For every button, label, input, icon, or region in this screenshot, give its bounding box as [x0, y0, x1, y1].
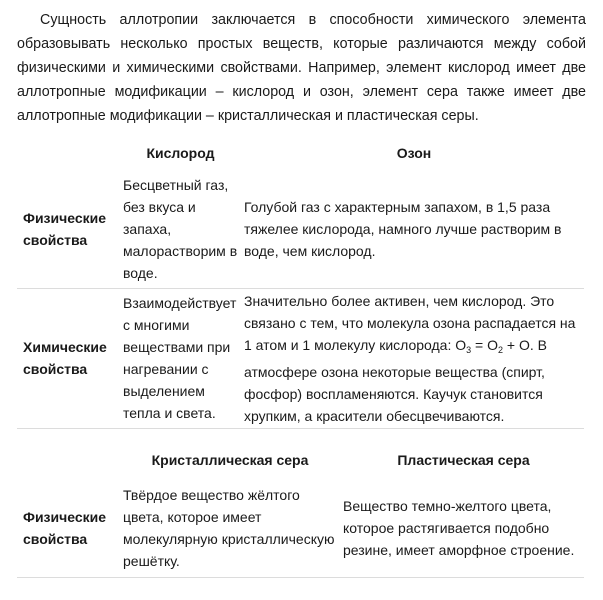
- intro-paragraph: Сущность аллотропии заключается в способности химического элемента образовывать несколько простых веществ, которые различаются между собой физическими и химическими свойствами. Например, элемент кислород имеет две аллотропные модификации – кислород и озон, элемент сера также имеет две аллотропные модификации – кристаллическая и пластическая серы.: [17, 12, 586, 124]
- ozone-chemical-text-2: = O: [471, 336, 499, 353]
- column-header-ozone: Озон: [396, 145, 432, 161]
- table-header-row: [17, 136, 584, 170]
- oxygen-chemical-cell: Взаимодействует с многими веществами при нагревании с выделением тепла и света.: [117, 288, 238, 428]
- ozone-chemical-text-1: Значительно более активен, чем кислород. Это связано с тем, что молекула озона распадается на 1 атом и 1 молекулу кислорода: O: [244, 292, 576, 353]
- ozone-chemical-text-3: + O. В атмосфере озона некоторые вещества (спирт, фосфор) воспламеняются. Каучук становится хрупким, а красители обесцвечиваются.: [244, 336, 547, 424]
- ozone-chemical-cell: [238, 288, 584, 428]
- empty-header-cell: [17, 441, 117, 479]
- oxygen-ozone-table: [17, 136, 584, 429]
- subscript-3: 3: [466, 344, 472, 355]
- ozone-physical-cell: Голубой газ с характерным запахом, в 1,5 раза тяжелее кислорода, намного лучше растворим в воде, чем кислород.: [238, 170, 584, 288]
- row-label-physical: Физические свойства: [17, 170, 117, 288]
- table-row: [17, 479, 584, 577]
- column-header-oxygen: Кислород: [146, 145, 215, 161]
- column-header-plastic-sulfur: Пластическая сера: [397, 452, 530, 468]
- column-header-crystalline-sulfur: Кристаллическая сера: [151, 452, 309, 468]
- table-header-row: [17, 441, 584, 479]
- oxygen-physical-cell: Бесцветный газ, без вкуса и запаха, малорастворим в воде.: [117, 170, 238, 288]
- sulfur-table: [17, 441, 584, 578]
- table-row: [17, 288, 584, 428]
- row-label-physical: Физические свойства: [17, 479, 117, 577]
- empty-header-cell: [17, 136, 117, 170]
- table-row: [17, 170, 584, 288]
- crystalline-physical-cell: Твёрдое вещество жёлтого цвета, которое имеет молекулярную кристаллическую решётку.: [117, 479, 337, 577]
- subscript-2: 2: [498, 344, 504, 355]
- plastic-physical-cell: Вещество темно-желтого цвета, которое растягивается подобно резине, имеет аморфное строение.: [337, 479, 584, 577]
- row-label-chemical: Химические свойства: [17, 288, 117, 428]
